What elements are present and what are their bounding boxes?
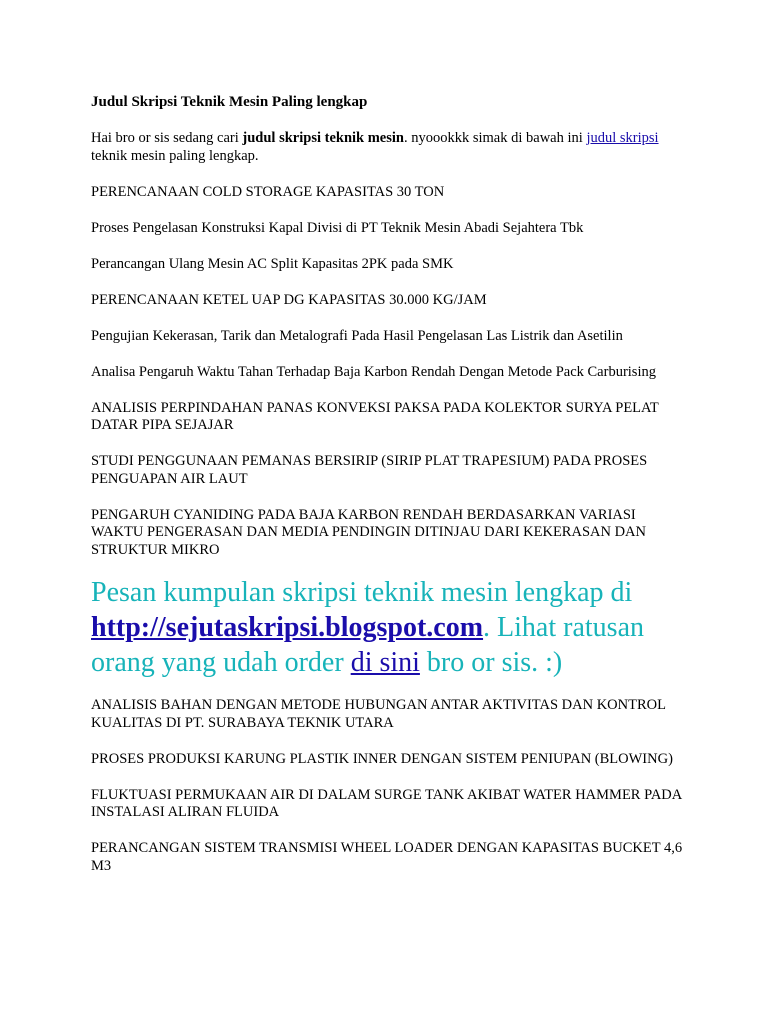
- intro-bold-keyword: judul skripsi teknik mesin: [242, 130, 404, 146]
- thesis-title-item: PERENCANAAN COLD STORAGE KAPASITAS 30 TON: [91, 183, 445, 200]
- intro-text-end: teknik mesin paling lengkap.: [91, 147, 259, 164]
- thesis-title-item: PERANCANGAN SISTEM TRANSMISI WHEEL LOADER DENGAN KAPASITAS BUCKET 4,6 M3: [91, 840, 683, 874]
- thesis-title-item: Analisa Pengaruh Waktu Tahan Terhadap Baja Karbon Rendah Dengan Metode Pack Carburising: [91, 363, 656, 380]
- promo-text-middle: . Lihat ratusan orang yang udah order: [91, 612, 644, 678]
- thesis-title-item: Pengujian Kekerasan, Tarik dan Metalografi Pada Hasil Pengelasan Las Listrik dan Asetilin: [91, 327, 623, 344]
- promo-text-start: Pesan kumpulan skripsi teknik mesin lengkap di: [91, 577, 633, 608]
- thesis-title-item: FLUKTUASI PERMUKAAN AIR DI DALAM SURGE TANK AKIBAT WATER HAMMER PADA INSTALASI ALIRAN FLUIDA: [91, 786, 682, 820]
- intro-text-middle: . nyoookkk simak di bawah ini: [403, 130, 587, 146]
- thesis-title-item: PROSES PRODUKSI KARUNG PLASTIK INNER DENGAN SISTEM PENIUPAN (BLOWING): [91, 750, 673, 767]
- intro-text-start: Hai bro or sis sedang cari: [91, 130, 243, 146]
- judul-skripsi-link[interactable]: judul skripsi: [586, 130, 659, 146]
- promo-banner: [91, 575, 688, 680]
- thesis-title-item: Proses Pengelasan Konstruksi Kapal Divisi di PT Teknik Mesin Abadi Sejahtera Tbk: [91, 219, 584, 236]
- thesis-title-item: PERENCANAAN KETEL UAP DG KAPASITAS 30.000 KG/JAM: [91, 291, 487, 308]
- page-title: Judul Skripsi Teknik Mesin Paling lengkap: [91, 94, 368, 110]
- thesis-title-item: PENGARUH CYANIDING PADA BAJA KARBON RENDAH BERDASARKAN VARIASI WAKTU PENGERASAN DAN MEDIA PENDINGIN DITINJAU DARI KEKERASAN DAN STRUKTUR MIKRO: [91, 506, 647, 558]
- di-sini-link[interactable]: di sini: [350, 647, 420, 678]
- thesis-title-item: ANALISIS BAHAN DENGAN METODE HUBUNGAN ANTAR AKTIVITAS DAN KONTROL KUALITAS DI PT. SURABAYA TEKNIK UTARA: [91, 697, 666, 731]
- intro-paragraph: [91, 130, 688, 165]
- thesis-title-item: ANALISIS PERPINDAHAN PANAS KONVEKSI PAKSA PADA KOLEKTOR SURYA PELAT DATAR PIPA SEJAJAR: [91, 399, 659, 433]
- thesis-title-item: Perancangan Ulang Mesin AC Split Kapasitas 2PK pada SMK: [91, 255, 454, 272]
- thesis-title-item: STUDI PENGGUNAAN PEMANAS BERSIRIP (SIRIP PLAT TRAPESIUM) PADA PROSES PENGUAPAN AIR LAUT: [91, 453, 648, 487]
- promo-text-end: bro or sis. :): [419, 647, 563, 678]
- blog-url-link[interactable]: http://sejutaskripsi.blogspot.com: [91, 612, 484, 643]
